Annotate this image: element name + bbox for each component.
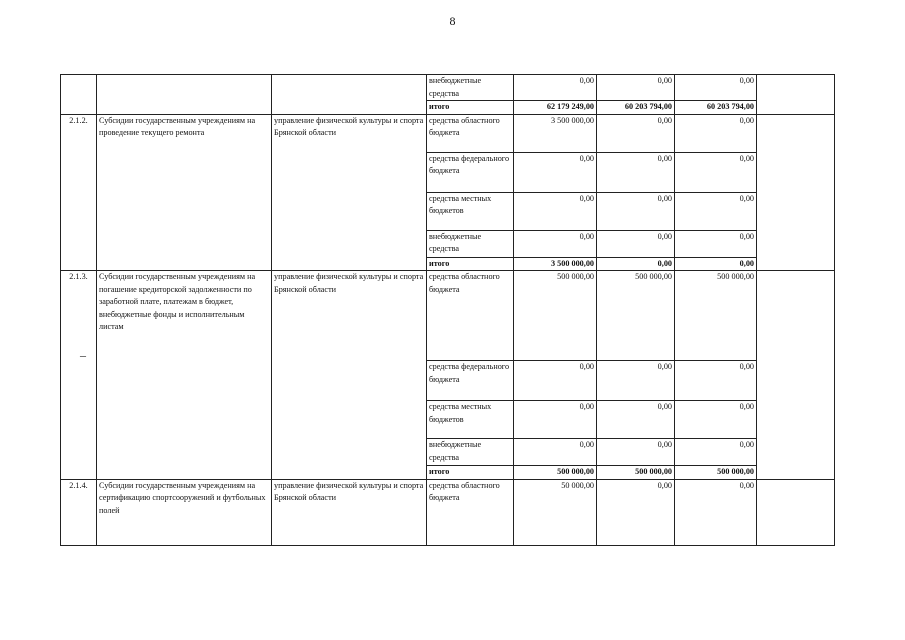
value-cell: 62 179 249,00: [514, 101, 597, 115]
table-row: [61, 479, 835, 545]
value-cell: 0,00: [675, 257, 757, 271]
source-cell: средства областного бюджета: [427, 479, 514, 545]
name-cell: Субсидии государственным учреждениям на сертификацию спортсооружений и футбольных полей: [97, 479, 272, 545]
source-cell: итого: [427, 257, 514, 271]
value-cell: 0,00: [675, 114, 757, 152]
value-cell: 500 000,00: [597, 466, 675, 480]
note-cell: [757, 114, 835, 271]
source-cell: внебюджетные средства: [427, 75, 514, 101]
value-cell: 0,00: [675, 75, 757, 101]
value-cell: 0,00: [597, 257, 675, 271]
value-cell: 0,00: [597, 479, 675, 545]
value-cell: 0,00: [597, 114, 675, 152]
source-cell: средства федерального бюджета: [427, 152, 514, 192]
note-cell: [757, 271, 835, 480]
value-cell: 0,00: [514, 361, 597, 401]
page-number: 8: [449, 14, 456, 28]
source-cell: итого: [427, 101, 514, 115]
value-cell: 0,00: [597, 401, 675, 439]
budget-table: [60, 74, 835, 546]
value-cell: 0,00: [675, 439, 757, 466]
note-cell: [757, 479, 835, 545]
value-cell: 0,00: [597, 439, 675, 466]
value-cell: 0,00: [675, 192, 757, 230]
value-cell: 0,00: [514, 192, 597, 230]
source-cell: средства федерального бюджета: [427, 361, 514, 401]
source-cell: средства областного бюджета: [427, 271, 514, 361]
value-cell: 0,00: [514, 439, 597, 466]
value-cell: 0,00: [514, 152, 597, 192]
executor-cell: управление физической культуры и спорта Брянской области: [272, 479, 427, 545]
value-cell: 500 000,00: [675, 271, 757, 361]
value-cell: 0,00: [597, 75, 675, 101]
value-cell: 0,00: [597, 152, 675, 192]
executor-cell: управление физической культуры и спорта Брянской области: [272, 271, 427, 480]
table-row: [61, 114, 835, 152]
executor-cell: [272, 75, 427, 115]
code-cell: 2.1.2.: [61, 114, 97, 271]
value-cell: 3 500 000,00: [514, 257, 597, 271]
note-cell: [757, 75, 835, 115]
value-cell: 0,00: [675, 152, 757, 192]
value-cell: 500 000,00: [597, 271, 675, 361]
code-cell: 2.1.4.: [61, 479, 97, 545]
dash-mark: –: [80, 348, 86, 362]
value-cell: 0,00: [675, 479, 757, 545]
value-cell: 500 000,00: [675, 466, 757, 480]
value-cell: 60 203 794,00: [675, 101, 757, 115]
value-cell: 0,00: [675, 230, 757, 257]
value-cell: 500 000,00: [514, 466, 597, 480]
name-cell: Субсидии государственным учреждениям на проведение текущего ремонта: [97, 114, 272, 271]
code-cell: [61, 75, 97, 115]
name-cell: [97, 75, 272, 115]
value-cell: 0,00: [675, 401, 757, 439]
name-cell: Субсидии государственным учреждениям на погашение кредиторской задолженности по заработной плате, платежам в бюджет, внебюджетные фонды и исполнительным листам: [97, 271, 272, 480]
value-cell: 60 203 794,00: [597, 101, 675, 115]
value-cell: 0,00: [597, 192, 675, 230]
table-row: [61, 271, 835, 361]
source-cell: внебюджетные средства: [427, 230, 514, 257]
value-cell: 0,00: [597, 230, 675, 257]
value-cell: 500 000,00: [514, 271, 597, 361]
source-cell: внебюджетные средства: [427, 439, 514, 466]
value-cell: 50 000,00: [514, 479, 597, 545]
value-cell: 0,00: [514, 401, 597, 439]
table-row: [61, 75, 835, 101]
executor-cell: управление физической культуры и спорта Брянской области: [272, 114, 427, 271]
source-cell: итого: [427, 466, 514, 480]
value-cell: 0,00: [597, 361, 675, 401]
source-cell: средства областного бюджета: [427, 114, 514, 152]
value-cell: 0,00: [514, 75, 597, 101]
source-cell: средства местных бюджетов: [427, 192, 514, 230]
value-cell: 3 500 000,00: [514, 114, 597, 152]
value-cell: 0,00: [514, 230, 597, 257]
code-cell: 2.1.3.: [61, 271, 97, 480]
value-cell: 0,00: [675, 361, 757, 401]
source-cell: средства местных бюджетов: [427, 401, 514, 439]
